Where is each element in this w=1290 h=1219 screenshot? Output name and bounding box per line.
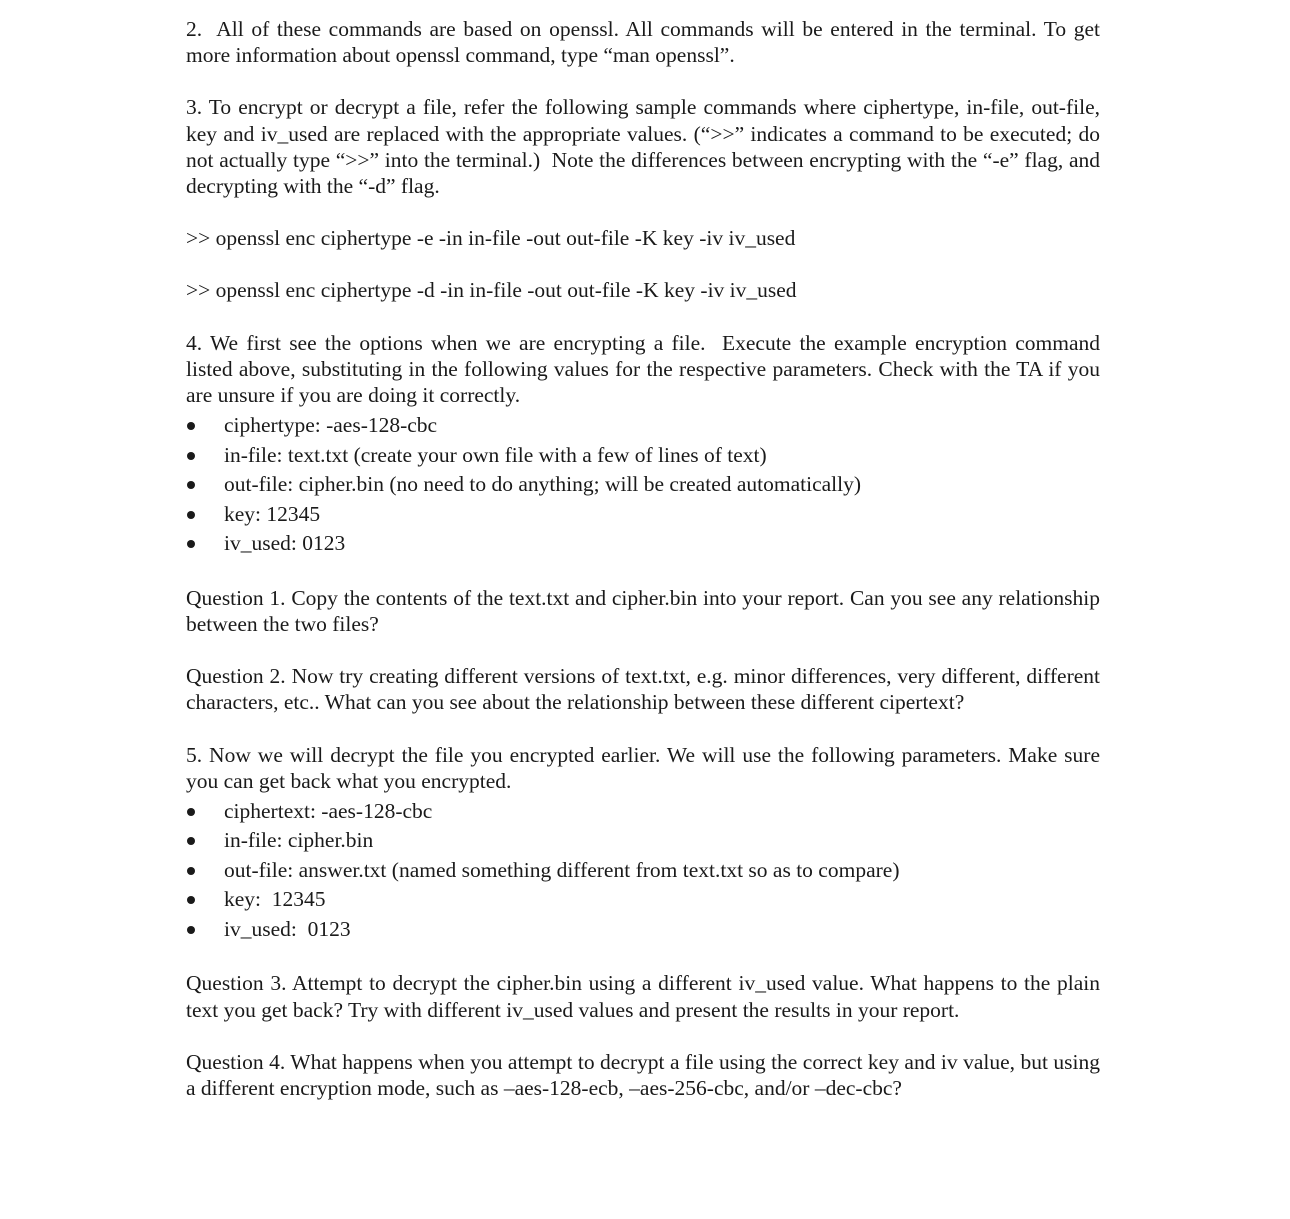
decrypt-command-example: >> openssl enc ciphertype -d -in in-file -out out-file -K key -iv iv_used (186, 278, 797, 303)
list-item: out-file: cipher.bin (no need to do anything; will be created automatically) (186, 470, 1100, 500)
list-item: key: 12345 (186, 500, 1100, 530)
decrypt-parameter-list (186, 797, 1100, 945)
step-4-paragraph: 4. We first see the options when we are encrypting a file. Execute the example encryption command listed above, substituting in the following values for the respective parameters. Check with the TA if you are unsure if you are doing it correctly. (186, 330, 1100, 408)
encrypt-command-example: >> openssl enc ciphertype -e -in in-file -out out-file -K key -iv iv_used (186, 226, 796, 251)
question-4: Question 4. What happens when you attempt to decrypt a file using the correct key and iv value, but using a different encryption mode, such as –aes-128-ecb, –aes-256-cbc, and/or –dec-cbc? (186, 1049, 1100, 1101)
document-page (186, 16, 1100, 1127)
encrypt-parameter-list (186, 411, 1100, 559)
question-3: Question 3. Attempt to decrypt the cipher.bin using a different iv_used value. What happens to the plain text you get back? Try with different iv_used values and present the results in your report. (186, 971, 1100, 1022)
list-item: ciphertext: -aes-128-cbc (186, 797, 1100, 827)
step-3-paragraph: 3. To encrypt or decrypt a file, refer the following sample commands where ciphertype, in-file, out-file, key and iv_used are replaced with the appropriate values. (“>>” indicates a command to be executed; do not actually type “>>” into the terminal.) Note the differences between encrypting with the “-e” flag, and decrypting with the “-d” flag. (186, 95, 1100, 199)
question-1: Question 1. Copy the contents of the text.txt and cipher.bin into your report. Can you see any relationship between the two files? (186, 585, 1100, 636)
step-5-paragraph: 5. Now we will decrypt the file you encrypted earlier. We will use the following parameters. Make sure you can get back what you encrypted. (186, 742, 1100, 793)
list-item: iv_used: 0123 (186, 529, 1100, 559)
list-item: iv_used: 0123 (186, 915, 1100, 945)
list-item: key: 12345 (186, 885, 1100, 915)
list-item: in-file: cipher.bin (186, 826, 1100, 856)
list-item: in-file: text.txt (create your own file with a few of lines of text) (186, 441, 1100, 471)
list-item: ciphertype: -aes-128-cbc (186, 411, 1100, 441)
question-2: Question 2. Now try creating different versions of text.txt, e.g. minor differences, very different, different characters, etc.. What can you see about the relationship between these different cipertext? (186, 664, 1100, 715)
step-2-paragraph: 2. All of these commands are based on openssl. All commands will be entered in the terminal. To get more information about openssl command, type “man openssl”. (186, 17, 1100, 68)
list-item: out-file: answer.txt (named something different from text.txt so as to compare) (186, 856, 1100, 886)
